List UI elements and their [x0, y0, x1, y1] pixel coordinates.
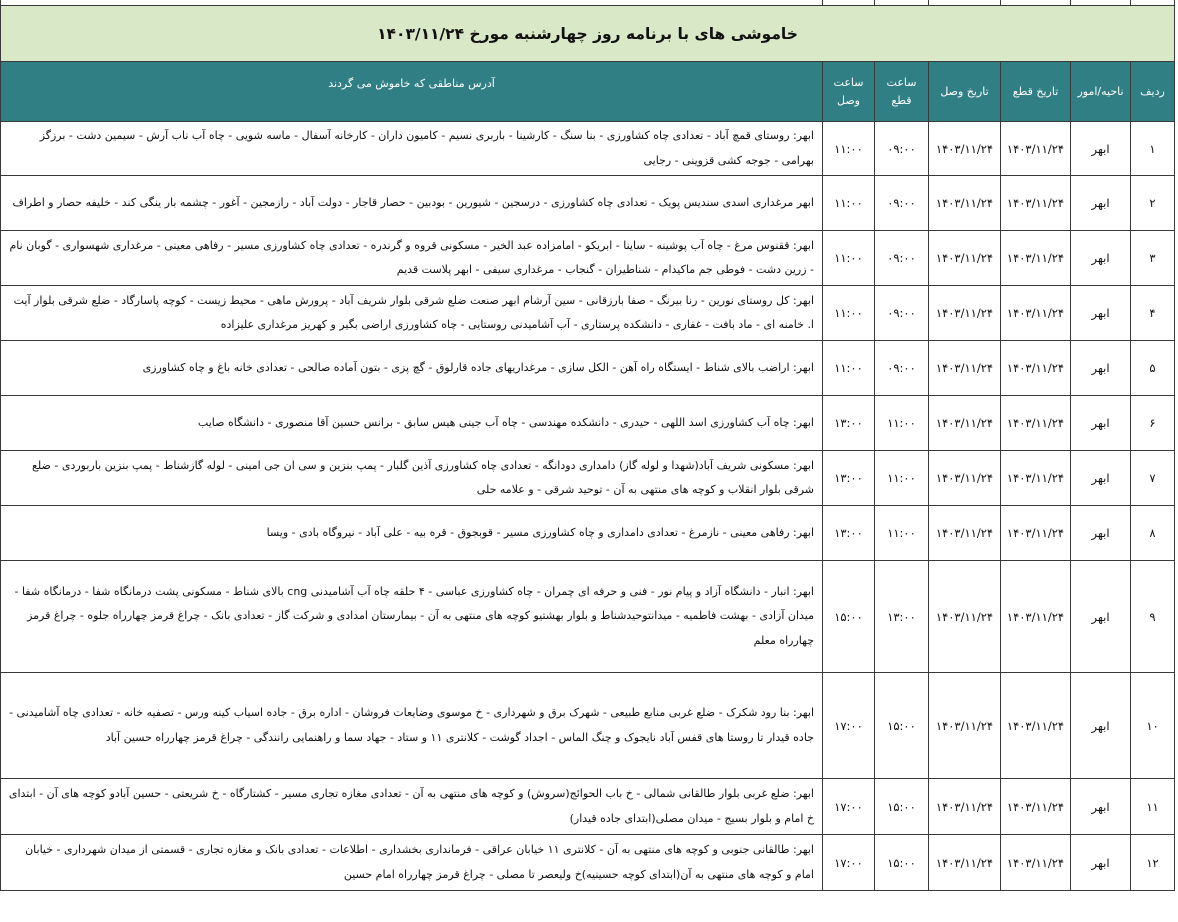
cell-connect-date: ۱۴۰۳/۱۱/۲۴	[929, 176, 1001, 231]
col-header-cut-time: ساعت قطع	[875, 62, 929, 122]
cell-row: ۴	[1131, 286, 1175, 341]
cell-connect-time: ۱۷:۰۰	[823, 673, 875, 779]
col-header-address: آدرس مناطقی که خاموش می گردند	[1, 62, 823, 122]
cell-connect-date: ۱۴۰۳/۱۱/۲۴	[929, 396, 1001, 451]
cell-row: ۶	[1131, 396, 1175, 451]
title-row	[1, 6, 1175, 62]
cell-cut-time: ۱۱:۰۰	[875, 451, 929, 506]
col-header-area: ناحیه/امور	[1071, 62, 1131, 122]
cell-connect-date: ۱۴۰۳/۱۱/۲۴	[929, 286, 1001, 341]
cell-cut-date: ۱۴۰۳/۱۱/۲۴	[1001, 506, 1071, 561]
table-row	[1, 396, 1175, 451]
cell-area: ابهر	[1071, 451, 1131, 506]
cell-area: ابهر	[1071, 835, 1131, 891]
cell-cut-time: ۱۵:۰۰	[875, 835, 929, 891]
col-header-row: ردیف	[1131, 62, 1175, 122]
cell-cut-date: ۱۴۰۳/۱۱/۲۴	[1001, 561, 1071, 673]
table-row	[1, 341, 1175, 396]
cell-cut-time: ۱۱:۰۰	[875, 506, 929, 561]
cell-cut-time: ۰۹:۰۰	[875, 122, 929, 176]
table-row	[1, 176, 1175, 231]
cell-address: ابهر: ققنوس مرغ - چاه آب پوشینه - ساینا - ابریکو - امامزاده عبد الخیر - مسکونی قروه و گرندره - تعدادی چاه کشاورزی مسیر - رفاهی معینی - مرغداری شهسواری - گوبان نام - زرین دشت - فوطی جم ماکیدام - شناطیران - گنجاب - مرغداری سیفی - ابهر پلاست قدیم	[1, 231, 823, 286]
cell-connect-time: ۱۵:۰۰	[823, 561, 875, 673]
cell-area: ابهر	[1071, 122, 1131, 176]
cell-area: ابهر	[1071, 561, 1131, 673]
cell-row: ۷	[1131, 451, 1175, 506]
table-row	[1, 779, 1175, 835]
cell-cut-time: ۱۵:۰۰	[875, 779, 929, 835]
cell-address: ابهر: طالقانی جنوبی و کوچه های منتهی به آن - کلانتری ۱۱ خیابان عراقی - فرمانداری بخشداری - اطلاعات - تعدادی بانک و مغازه تجاری - قسمتی از میدان شهرداری - خیابان امام و کوچه های منتهی به آن(ابتدای کوچه حسینیه)خ ولیعصر تا مصلی - چراغ قرمز چهارراه امام حسین	[1, 835, 823, 891]
cell-address: ابهر: رفاهی معینی - نازمرغ - تعدادی دامداری و چاه کشاورزی مسیر - قوبجوق - قره بیه - علی آباد - نیروگاه بادی - ویسا	[1, 506, 823, 561]
cell-row: ۳	[1131, 231, 1175, 286]
cell-area: ابهر	[1071, 341, 1131, 396]
cell-cut-time: ۱۳:۰۰	[875, 561, 929, 673]
table-row	[1, 451, 1175, 506]
cell-address: ابهر مرغداری اسدی سندیس پویک - تعدادی چاه کشاورزی - درسجین - شیورین - بودبین - حصار قاجار - دولت آباد - رازمجین - آغور - چشمه بار ینگی کند - خلیفه حصار و اطراف	[1, 176, 823, 231]
cell-cut-date: ۱۴۰۳/۱۱/۲۴	[1001, 451, 1071, 506]
cell-connect-time: ۱۱:۰۰	[823, 176, 875, 231]
table-row	[1, 231, 1175, 286]
cell-cut-date: ۱۴۰۳/۱۱/۲۴	[1001, 835, 1071, 891]
cell-connect-date: ۱۴۰۳/۱۱/۲۴	[929, 341, 1001, 396]
document-title: خاموشی های با برنامه روز چهارشنبه مورخ ۱۴۰۳/۱۱/۲۴	[1, 6, 1175, 62]
cell-row: ۱	[1131, 122, 1175, 176]
cell-area: ابهر	[1071, 231, 1131, 286]
cell-address: ابهر: کل روستای نورین - رنا بیرنگ - صفا بارزقانی - سین آرشام ابهر صنعت ضلع شرقی بلوار شریف آباد - پرورش ماهی - محیط زیست - کوچه پاسارگاد - ضلع شرقی بلوار آیت ا. خامنه ای - ماد بافت - غفاری - دانشکده پرستاری - آب آشامیدنی روستایی - چاه کشاورزی اراضی بگیر و کهریز مرغداری علیزاده	[1, 286, 823, 341]
cell-row: ۸	[1131, 506, 1175, 561]
cell-connect-time: ۱۷:۰۰	[823, 835, 875, 891]
table-row	[1, 122, 1175, 176]
cell-address: ابهر: چاه آب کشاورزی اسد اللهی - حیدری - دانشکده مهندسی - چاه آب جینی هیس سابق - برانس حسین آقا منصوری - دانشگاه صایب	[1, 396, 823, 451]
table-header	[1, 62, 1175, 122]
cell-cut-time: ۰۹:۰۰	[875, 231, 929, 286]
cell-area: ابهر	[1071, 673, 1131, 779]
table-row	[1, 561, 1175, 673]
cell-address: ابهر: ضلع غربی بلوار طالقانی شمالی - خ باب الحوائج(سروش) و کوچه های منتهی به آن - تعدادی مغازه تجاری مسیر - کشتارگاه - خ شریعتی - حسین آبادو کوچه های آن - ابتدای خ امام و بلوار بسیج - میدان مصلی(ابتدای جاده قیدار)	[1, 779, 823, 835]
cell-cut-time: ۰۹:۰۰	[875, 176, 929, 231]
cell-connect-time: ۱۱:۰۰	[823, 122, 875, 176]
cell-cut-date: ۱۴۰۳/۱۱/۲۴	[1001, 396, 1071, 451]
col-header-connect-time: ساعت وصل	[823, 62, 875, 122]
table-row	[1, 673, 1175, 779]
table-row	[1, 286, 1175, 341]
cell-address: ابهر: انبار - دانشگاه آزاد و پیام نور - فنی و حرفه ای چمران - چاه کشاورزی عباسی - ۴ حلقه چاه آب آشامیدنی cng بالای شناط - مسکونی پشت درمانگاه شفا - درمانگاه شفا - میدان آزادی - بهشت فاطمیه - میدانتوحیدشناط و بلوار بهشتیو کوچه های منتهی به آن - بیمارستان امدادی و شرکت گاز - تعدادی بانک - چراغ قرمز چهارراه جلوه - چراغ قرمز چهارراه معلم	[1, 561, 823, 673]
cell-connect-date: ۱۴۰۳/۱۱/۲۴	[929, 122, 1001, 176]
cell-area: ابهر	[1071, 779, 1131, 835]
cell-connect-time: ۱۱:۰۰	[823, 231, 875, 286]
cell-row: ۱۰	[1131, 673, 1175, 779]
cell-cut-time: ۰۹:۰۰	[875, 286, 929, 341]
cell-address: ابهر: بنا رود شکرک - ضلع غربی منابع طبیعی - شهرک برق و شهرداری - خ موسوی وضایعات فروشان - اداره برق - جاده اسیاب کینه ورس - تصفیه خانه - تعدادی چاه آشامیدنی - جاده قیدار تا روستا های قفس آباد نایجوک و چنگ الماس - اجداد گوشت - کلانتری ۱۱ و ستاد - جهاد سما و راهنمایی رانندگی - چراغ قرمز چهارراه حسین آباد	[1, 673, 823, 779]
cell-row: ۱۱	[1131, 779, 1175, 835]
cell-connect-time: ۱۳:۰۰	[823, 396, 875, 451]
cell-row: ۵	[1131, 341, 1175, 396]
cell-connect-date: ۱۴۰۳/۱۱/۲۴	[929, 506, 1001, 561]
cell-cut-date: ۱۴۰۳/۱۱/۲۴	[1001, 673, 1071, 779]
cell-address: ابهر: مسکونی شریف آباد(شهدا و لوله گاز) دامداری دودانگه - تعدادی چاه کشاورزی آذین گلبار - پمپ بنزین و سی ان جی امینی - لوله گازشناط - پمپ بنزین باربوردی - ضلع شرقی بلوار انقلاب و کوچه های منتهی به آن - توحید شرقی - و علامه حلی	[1, 451, 823, 506]
cell-connect-date: ۱۴۰۳/۱۱/۲۴	[929, 835, 1001, 891]
cell-area: ابهر	[1071, 176, 1131, 231]
cell-connect-time: ۱۷:۰۰	[823, 779, 875, 835]
cell-connect-date: ۱۴۰۳/۱۱/۲۴	[929, 451, 1001, 506]
cell-connect-time: ۱۳:۰۰	[823, 506, 875, 561]
cell-connect-date: ۱۴۰۳/۱۱/۲۴	[929, 673, 1001, 779]
cell-cut-date: ۱۴۰۳/۱۱/۲۴	[1001, 341, 1071, 396]
cell-area: ابهر	[1071, 396, 1131, 451]
cell-connect-date: ۱۴۰۳/۱۱/۲۴	[929, 561, 1001, 673]
cell-row: ۱۲	[1131, 835, 1175, 891]
cell-connect-date: ۱۴۰۳/۱۱/۲۴	[929, 231, 1001, 286]
cell-cut-date: ۱۴۰۳/۱۱/۲۴	[1001, 122, 1071, 176]
table-row	[1, 506, 1175, 561]
cell-address: ابهر: روستای قمچ آباد - تعدادی چاه کشاورزی - بنا سنگ - کارشینا - باربری نسیم - کامیون داران - کارخانه آسفال - ماسه شویی - چاه آب ناب آرش - سیمین دشت - برزگز بهرامی - جوجه کشی قزوینی - رجایی	[1, 122, 823, 176]
cell-cut-time: ۰۹:۰۰	[875, 341, 929, 396]
cell-cut-time: ۱۱:۰۰	[875, 396, 929, 451]
table-row	[1, 835, 1175, 891]
cell-cut-date: ۱۴۰۳/۱۱/۲۴	[1001, 286, 1071, 341]
cell-row: ۲	[1131, 176, 1175, 231]
col-header-cut-date: تاریخ قطع	[1001, 62, 1071, 122]
cell-area: ابهر	[1071, 286, 1131, 341]
cell-connect-time: ۱۱:۰۰	[823, 341, 875, 396]
cell-cut-date: ۱۴۰۳/۱۱/۲۴	[1001, 779, 1071, 835]
col-header-connect-date: تاریخ وصل	[929, 62, 1001, 122]
cell-address: ابهر: اراضب بالای شناط - ایستگاه راه آهن - الکل سازی - مرغداریهای جاده قارلوق - گچ پزی - بتون آماده صالحی - تعدادی خانه باغ و چاه کشاورزی	[1, 341, 823, 396]
cell-cut-date: ۱۴۰۳/۱۱/۲۴	[1001, 176, 1071, 231]
cell-connect-time: ۱۱:۰۰	[823, 286, 875, 341]
cell-cut-date: ۱۴۰۳/۱۱/۲۴	[1001, 231, 1071, 286]
cell-cut-time: ۱۵:۰۰	[875, 673, 929, 779]
cell-connect-time: ۱۳:۰۰	[823, 451, 875, 506]
cell-row: ۹	[1131, 561, 1175, 673]
cell-connect-date: ۱۴۰۳/۱۱/۲۴	[929, 779, 1001, 835]
cell-area: ابهر	[1071, 506, 1131, 561]
